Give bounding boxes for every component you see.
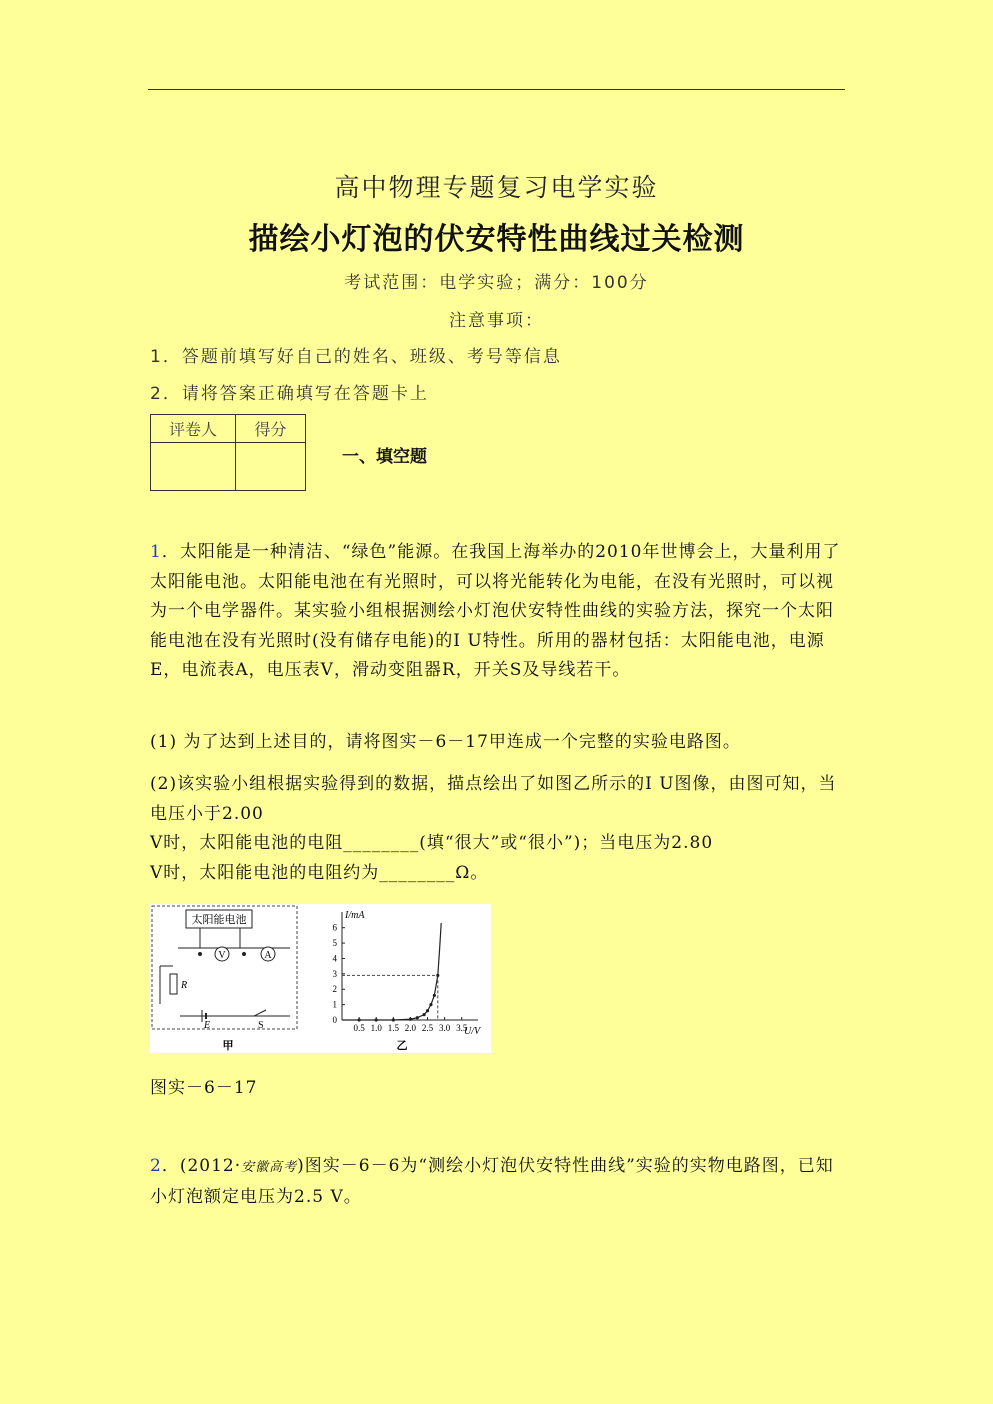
- solar-cell-label: 太阳能电池: [191, 914, 247, 926]
- data-point: [423, 1013, 426, 1016]
- switch-icon: [254, 1010, 266, 1016]
- figure-caption: 图实－6－17: [150, 1078, 258, 1098]
- x-tick-label: 2.0: [404, 1023, 417, 1033]
- question-number: 1: [150, 542, 162, 562]
- data-point: [375, 1018, 378, 1021]
- score-cell[interactable]: [236, 443, 306, 491]
- x-tick-label: 2.5: [421, 1023, 434, 1033]
- data-point: [433, 994, 436, 997]
- data-point: [436, 974, 439, 977]
- notice-item: 2．请将答案正确填写在答题卡上: [150, 384, 429, 404]
- junction-dot: [242, 952, 246, 956]
- figure-label-left: 甲: [222, 1040, 234, 1052]
- figure-label-right: 乙: [396, 1040, 408, 1052]
- question-number: 2: [150, 1156, 162, 1176]
- iu-chart: [333, 910, 483, 1037]
- grader-cell[interactable]: [151, 443, 236, 491]
- y-tick-label: 0: [332, 1015, 337, 1025]
- x-tick-label: 3.0: [439, 1023, 451, 1033]
- battery-label: E: [204, 1020, 211, 1031]
- x-tick-label: 1.5: [387, 1023, 399, 1033]
- part-2-line: V时，太阳能电池的电阻约为________Ω。: [150, 862, 489, 883]
- junction-dot: [198, 952, 202, 956]
- rheostat-icon: [170, 974, 177, 994]
- grader-header: 评卷人: [151, 415, 236, 443]
- ammeter-label: A: [264, 950, 272, 961]
- data-point: [416, 1016, 419, 1019]
- voltmeter-label: V: [218, 950, 226, 961]
- figure-17: [150, 904, 491, 1053]
- question-2: [150, 1152, 845, 1212]
- question-1-part-2: [150, 770, 845, 888]
- figure-svg: [150, 904, 491, 1053]
- top-rule: [148, 89, 845, 90]
- doc-subtitle: 高中物理专题复习电学实验: [334, 173, 659, 202]
- score-header: 得分: [236, 415, 306, 443]
- y-axis-label: I/mA: [345, 910, 365, 921]
- part-2-line: (2)该实验小组根据实验得到的数据，描点绘出了如图乙所示的I U图像，由图可知，当电压小于2.00: [150, 774, 837, 824]
- part-2-line: V时，太阳能电池的电阻________(填“很大”或“很小”)；当电压为2.80: [150, 833, 714, 853]
- notice-item: 1．答题前填写好自己的姓名、班级、考号等信息: [150, 347, 562, 367]
- y-tick-label: 2: [332, 984, 337, 995]
- y-tick-label: 3: [332, 968, 337, 979]
- section-heading: 一、填空题: [342, 447, 427, 467]
- x-tick-label: 0.5: [353, 1023, 365, 1033]
- question-1-part-1: (1) 为了达到上述目的，请将图实－6－17甲连成一个完整的实验电路图。: [150, 732, 741, 752]
- question-text: )图实－6－6为“测绘小灯泡伏安特性曲线”实验的实物电路图，已知小灯泡额定电压为2.5 V。: [150, 1156, 834, 1207]
- y-tick-label: 1: [332, 999, 337, 1010]
- switch-label: S: [258, 1020, 264, 1031]
- data-point: [426, 1009, 429, 1012]
- x-tick-label: 1.0: [370, 1023, 382, 1033]
- data-point: [429, 1003, 432, 1006]
- y-tick-label: 4: [332, 953, 337, 964]
- question-source: 安徽高考: [241, 1160, 298, 1175]
- rheostat-label: R: [181, 980, 188, 991]
- x-axis-label: U/V: [464, 1026, 481, 1037]
- exam-meta: 考试范围：电学实验；满分：100分: [344, 273, 649, 293]
- data-point: [409, 1018, 412, 1021]
- y-tick-label: 6: [332, 922, 337, 933]
- iu-curve: [342, 923, 441, 1020]
- data-point: [392, 1018, 395, 1021]
- doc-title: 描绘小灯泡的伏安特性曲线过关检测: [248, 222, 745, 257]
- question-1: [150, 538, 845, 686]
- score-table: [150, 414, 306, 491]
- data-point: [358, 1018, 361, 1021]
- x-tick-label: 3.5: [456, 1023, 468, 1033]
- question-text: ．太阳能是一种清洁、“绿色”能源。在我国上海举办的2010年世博会上，大量利用了太阳能电池。太阳能电池在有光照时，可以将光能转化为电能，在没有光照时，可以视为一个电学器件。某实验小组根据测绘小灯泡伏安特性曲线的实验方法，探究一个太阳能电池在没有光照时(没有储存电能)的I U特性。所用的器材包括：太阳能电池，电源E，电流表A，电压表V，滑动变阻器R，开关S及导线若干。: [150, 542, 841, 680]
- notice-heading: 注意事项：: [449, 311, 544, 331]
- y-tick-label: 5: [332, 938, 337, 949]
- question-text: ．(2012·: [161, 1156, 242, 1176]
